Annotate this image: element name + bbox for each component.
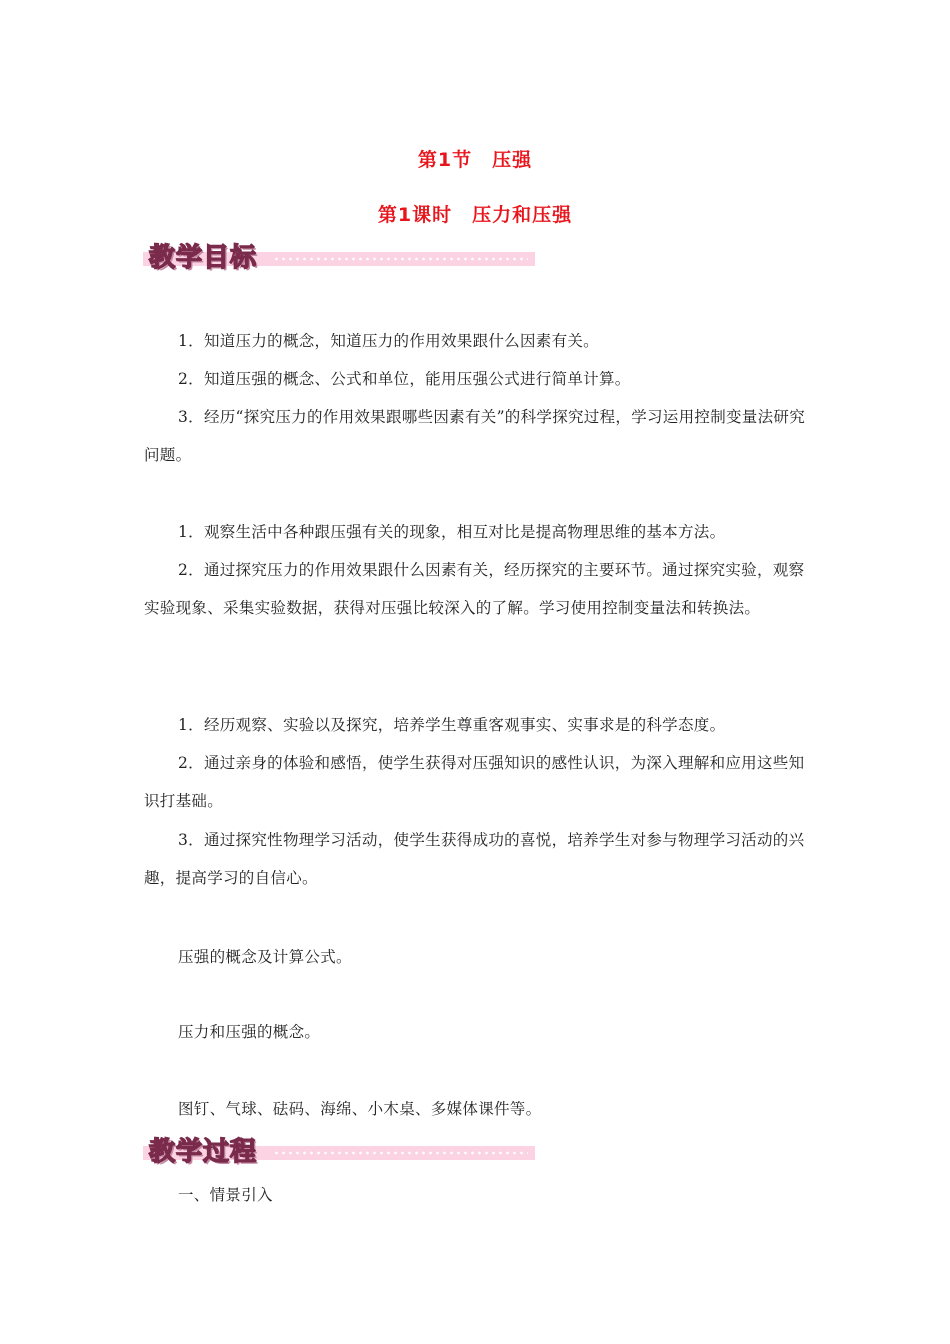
- lesson-title: 第1课时 压力和压强: [377, 204, 573, 226]
- banner-dots: [273, 1151, 528, 1155]
- teaching-process-banner: [143, 1131, 535, 1165]
- paragraph: 一、情景引入: [178, 1186, 273, 1204]
- teaching-objectives-banner: [143, 237, 535, 271]
- paragraph: 1．观察生活中各种跟压强有关的现象，相互对比是提高物理思维的基本方法。: [178, 523, 726, 541]
- paragraph: 3．经历“探究压力的作用效果跟哪些因素有关”的科学探究过程，学习运用控制变量法研究问题。: [144, 408, 806, 464]
- banner-label: 教学过程: [149, 1137, 258, 1167]
- section-title: 第1节 压强: [417, 149, 533, 171]
- paragraph: 压力和压强的概念。: [178, 1023, 321, 1041]
- paragraph: 3．通过探究性物理学习活动，使学生获得成功的喜悦，培养学生对参与物理学习活动的兴趣，提高学习的自信心。: [144, 831, 805, 887]
- paragraph: 2．通过亲身的体验和感悟，使学生获得对压强知识的感性认识，为深入理解和应用这些知识打基础。: [144, 754, 805, 810]
- paragraph: 压强的概念及计算公式。: [178, 948, 352, 966]
- banner-dots: [273, 257, 528, 261]
- banner-label: 教学目标: [149, 243, 258, 273]
- paragraph: 2．知道压强的概念、公式和单位，能用压强公式进行简单计算。: [178, 370, 631, 388]
- paragraph: 图钉、气球、砝码、海绵、小木桌、多媒体课件等。: [178, 1100, 542, 1118]
- paragraph: 1．经历观察、实验以及探究，培养学生尊重客观事实、实事求是的科学态度。: [178, 716, 726, 734]
- paragraph: 1．知道压力的概念，知道压力的作用效果跟什么因素有关。: [178, 332, 599, 350]
- paragraph: 2．通过探究压力的作用效果跟什么因素有关，经历探究的主要环节。通过探究实验，观察实验现象、采集实验数据，获得对压强比较深入的了解。学习使用控制变量法和转换法。: [144, 561, 805, 617]
